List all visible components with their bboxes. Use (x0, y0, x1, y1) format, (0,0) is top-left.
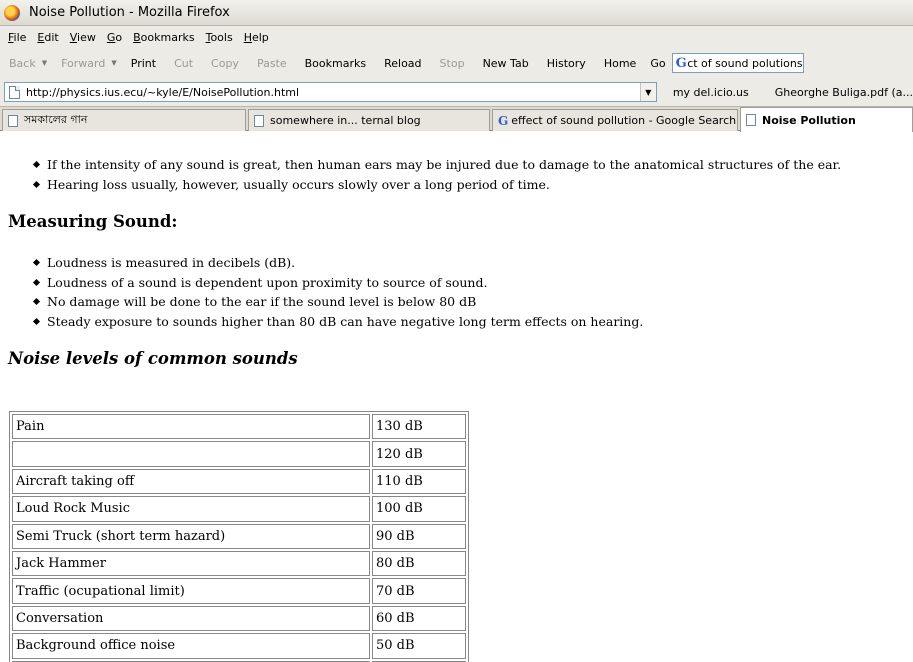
stop-button[interactable]: Stop (439, 56, 465, 70)
noise-levels-table (9, 411, 469, 662)
table-row (12, 633, 466, 658)
cut-button[interactable]: Cut (174, 56, 194, 70)
bookmark-link-pdf[interactable]: Gheorghe Buliga.pdf (a... (774, 85, 913, 99)
back-dropdown-icon[interactable]: ▼ (41, 59, 48, 67)
table-cell-level: 100 dB (372, 496, 466, 521)
tab-2[interactable] (248, 109, 490, 131)
table-cell-level: 130 dB (372, 414, 466, 439)
table-cell-source: Conversation (12, 606, 370, 631)
new-tab-button[interactable]: New Tab (482, 56, 529, 70)
page-icon (9, 86, 20, 99)
print-button[interactable]: Print (130, 56, 157, 70)
page-icon (746, 114, 756, 126)
history-button[interactable]: History (546, 56, 586, 70)
tab-label: somewhere in... ternal blog (270, 114, 421, 127)
table-cell-source: Background office noise (12, 633, 370, 658)
table-cell-level: 110 dB (372, 469, 466, 494)
menu-go[interactable]: Go (106, 30, 123, 44)
menu-help[interactable]: Help (243, 30, 269, 44)
tab-label: Noise Pollution (762, 113, 856, 127)
window-titlebar (0, 0, 913, 26)
home-button[interactable]: Home (603, 56, 637, 70)
table-row (12, 496, 466, 521)
table-cell-level: 50 dB (372, 633, 466, 658)
table-cell-source: Loud Rock Music (12, 496, 370, 521)
table-cell-source: Semi Truck (short term hazard) (12, 524, 370, 549)
table-cell-source: Jack Hammer (12, 551, 370, 576)
table-cell-level: 120 dB (372, 441, 466, 466)
url-input[interactable] (4, 82, 657, 102)
tab-bar (0, 106, 913, 131)
table-cell-source: Traffic (ocupational limit) (12, 578, 370, 603)
menu-bookmarks[interactable]: Bookmarks (133, 30, 195, 44)
tab-label: সমকালের গান (24, 113, 88, 126)
table-cell-source (12, 441, 370, 466)
table-row (12, 414, 466, 439)
list-item: Loudness of a sound is dependent upon proximity to source of sound. (34, 273, 643, 293)
table-cell-level: 90 dB (372, 524, 466, 549)
page-icon (254, 115, 264, 127)
window-title: Noise Pollution - Mozilla Firefox (29, 5, 230, 20)
back-button[interactable]: Back (9, 56, 36, 70)
search-input-value: ct of sound polutions (687, 56, 803, 70)
table-row (12, 606, 466, 631)
bookmark-link-delicious[interactable]: my del.icio.us (672, 85, 749, 99)
table-cell-source: Pain (12, 414, 370, 439)
page-icon (8, 115, 18, 127)
tab-label: effect of sound pollution - Google Search (511, 114, 737, 127)
tab-3[interactable] (492, 109, 738, 131)
paste-button[interactable]: Paste (256, 56, 287, 70)
go-button[interactable]: Go (650, 56, 666, 70)
menu-file[interactable]: File (8, 30, 27, 44)
table-cell-level: 70 dB (372, 578, 466, 603)
google-icon: G (498, 113, 509, 128)
hearing-bullet-list (34, 155, 841, 194)
copy-button[interactable]: Copy (211, 56, 239, 70)
list-item: No damage will be done to the ear if the sound level is below 80 dB (34, 292, 643, 312)
table-cell-level: 60 dB (372, 606, 466, 631)
table-row (12, 551, 466, 576)
list-item: Loudness is measured in decibels (dB). (34, 253, 643, 273)
forward-button[interactable]: Forward (61, 56, 106, 70)
list-item: Steady exposure to sounds higher than 80 dB can have negative long term effects on hearing. (34, 312, 643, 332)
table-cell-level: 80 dB (372, 551, 466, 576)
menu-edit[interactable]: Edit (37, 30, 59, 44)
table-row (12, 441, 466, 466)
page-content (0, 132, 913, 662)
tab-1[interactable] (2, 109, 246, 131)
menu-view[interactable]: View (69, 30, 96, 44)
tab-4-active[interactable] (740, 107, 913, 132)
location-toolbar (0, 78, 913, 106)
heading-measuring-sound: Measuring Sound: (8, 212, 178, 231)
bookmarks-button[interactable]: Bookmarks (304, 56, 367, 70)
list-item: Hearing loss usually, however, usually occurs slowly over a long period of time. (34, 175, 841, 195)
reload-button[interactable]: Reload (384, 56, 422, 70)
menu-tools[interactable]: Tools (205, 30, 233, 44)
menu-bar (0, 26, 913, 48)
url-text: http://physics.ius.ecu/~kyle/E/NoisePollution.html (26, 85, 300, 99)
search-input[interactable] (672, 53, 804, 73)
list-item: If the intensity of any sound is great, then human ears may be injured due to damage to the anatomical structures of the ear. (34, 155, 841, 175)
navigation-toolbar (0, 48, 913, 78)
table-row (12, 524, 466, 549)
url-dropdown-icon[interactable]: ▼ (640, 83, 656, 101)
measuring-bullet-list (34, 253, 643, 331)
forward-dropdown-icon[interactable]: ▼ (111, 59, 117, 67)
table-row (12, 578, 466, 603)
heading-noise-levels: Noise levels of common sounds (8, 349, 298, 368)
firefox-logo-icon (4, 5, 20, 21)
table-cell-source: Aircraft taking off (12, 469, 370, 494)
table-row (12, 469, 466, 494)
google-search-icon[interactable]: G (675, 55, 687, 71)
